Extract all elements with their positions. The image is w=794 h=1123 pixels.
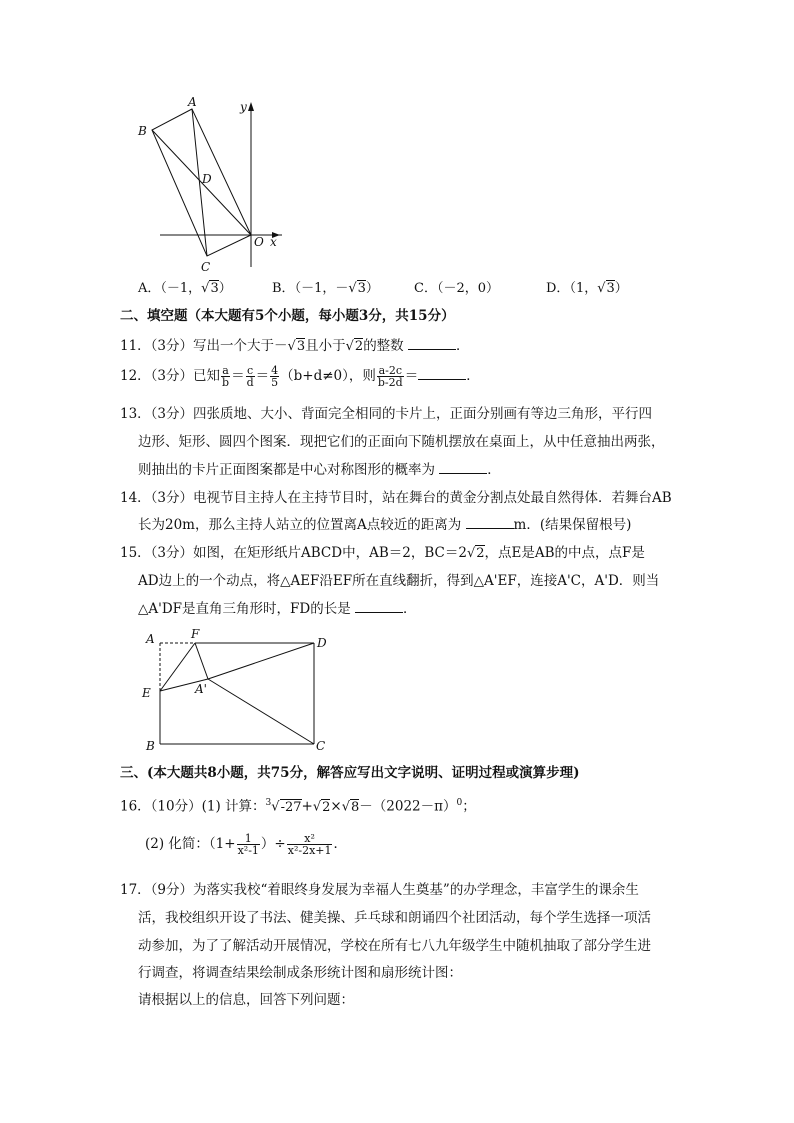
fig2-label-f: F <box>191 627 200 641</box>
question-12: 12．（3分）已知 $\frac{a}{b}$ ＝ $\frac{c}{d}$ ＝ $\frac{4}{5}$ （b+d≠0），则 $\frac{a-2c}{b-2d}$ ＝ ． <box>120 364 480 389</box>
question-17-line-5: 请根据以上的信息，回答下列问题： <box>138 992 354 1008</box>
fig2-label-a-prime: A' <box>195 682 207 696</box>
figure-rectangle-fold <box>150 635 320 750</box>
question-13-line-2: 边形、矩形、圆四个图案．现把它们的正面向下随机摆放在桌面上，从中任意抽出两张， <box>138 434 665 450</box>
question-15-line-1: 15．（3分）如图，在矩形纸片ABCD中，AB＝2，BC＝2√2，点E是AB的中点，点F是 <box>120 545 645 561</box>
fraction-1-over-x2-1: $\frac{1}{\text{x²-1}}$ <box>237 832 259 857</box>
fig2-label-a: A <box>146 632 155 646</box>
fraction-target: $\frac{a-2c}{b-2d}$ <box>377 364 403 389</box>
fig1-label-d: D <box>202 172 212 186</box>
option-b[interactable]: B．（－1，－√3） <box>272 281 379 296</box>
question-14-line-2: 长为20m，那么主持人站立的位置离A点较近的距离为 m．(结果保留根号) <box>138 517 632 533</box>
fig2-label-b: B <box>146 739 155 753</box>
section-2-heading: 二、填空题（本大题有5个小题，每小题3分，共15分） <box>120 308 455 324</box>
y-axis-arrow <box>248 102 254 111</box>
question-17-line-1: 17．（9分）为落实我校“着眼终身发展为幸福人生奠基”的办学理念，丰富学生的课余生 <box>120 882 639 898</box>
fig2-label-e: E <box>142 686 151 700</box>
fig2-label-d: D <box>317 636 327 650</box>
segment-fa1 <box>195 643 208 679</box>
question-16-part-2: (2) 化简：（1+ $\frac{1}{\text{x²-1}}$ ）÷ $\frac{\text{x²}}{\text{x²-2x+1}}$ ． <box>145 832 347 857</box>
fig1-label-c: C <box>201 260 211 274</box>
question-11: 11．（3分）写出一个大于－√3且小于√2的整数 ． <box>120 338 470 354</box>
fig2-label-c: C <box>316 739 326 753</box>
q14-answer-blank[interactable] <box>466 516 514 529</box>
q11-answer-blank[interactable] <box>408 337 456 350</box>
fig1-label-x: x <box>270 235 277 249</box>
question-17-line-2: 活，我校组织开设了书法、健美操、乒乓球和朗诵四个社团活动，每个学生选择一项活 <box>138 910 651 926</box>
fig1-label-b: B <box>138 124 147 138</box>
fraction-c-d: $\frac{c}{d}$ <box>246 364 254 389</box>
question-15-line-3: △A'DF是直角三角形时，FD的长是 ． <box>138 601 417 617</box>
q12-answer-blank[interactable] <box>418 367 466 380</box>
option-a[interactable]: A．（－1，√3） <box>138 281 232 296</box>
fig1-label-o: O <box>254 235 264 249</box>
question-13-line-1: 13．（3分）四张质地、大小、背面完全相同的卡片上，正面分别画有等边三角形，平行四 <box>120 406 653 422</box>
q13-answer-blank[interactable] <box>439 461 487 474</box>
option-d[interactable]: D．（1，√3） <box>546 281 628 296</box>
question-14-line-1: 14．（3分）电视节目主持人在主持节目时，站在舞台的黄金分割点处最自然得体．若舞台AB <box>120 490 672 506</box>
question-17-line-3: 动参加，为了了解活动开展情况，学校在所有七八九年级学生中随机抽取了部分学生进 <box>138 938 651 954</box>
fraction-a-b: $\frac{a}{b}$ <box>222 364 230 389</box>
segment-a1d <box>208 643 314 679</box>
fraction-4-5: $\frac{4}{5}$ <box>271 364 279 389</box>
question-16-part-1: 16．（10分）(1) 计算：$^3√-27+√2\times√8-(2022-\pi)^0$； <box>120 798 476 815</box>
fig1-label-y: y <box>240 100 247 114</box>
question-13-line-3: 则抽出的卡片正面图案都是中心对称图形的概率为 ． <box>138 462 501 478</box>
option-c[interactable]: C．（－2，0） <box>414 281 499 296</box>
q15-answer-blank[interactable] <box>355 600 403 613</box>
fraction-x2-over-quadratic: $\frac{\text{x²}}{\text{x²-2x+1}}$ <box>287 832 332 857</box>
segment-a1c <box>208 679 314 744</box>
question-17-line-4: 行调查，将调查结果绘制成条形统计图和扇形统计图： <box>138 965 462 981</box>
fig1-label-a: A <box>188 95 197 109</box>
question-15-line-2: AD边上的一个动点，将△AEF沿EF所在直线翻折，得到△A'EF，连接A'C，A'D．则当 <box>138 573 660 589</box>
section-3-heading: 三、(本大题共8小题，共75分，解答应写出文字说明、证明过程或演算步理) <box>120 765 580 781</box>
